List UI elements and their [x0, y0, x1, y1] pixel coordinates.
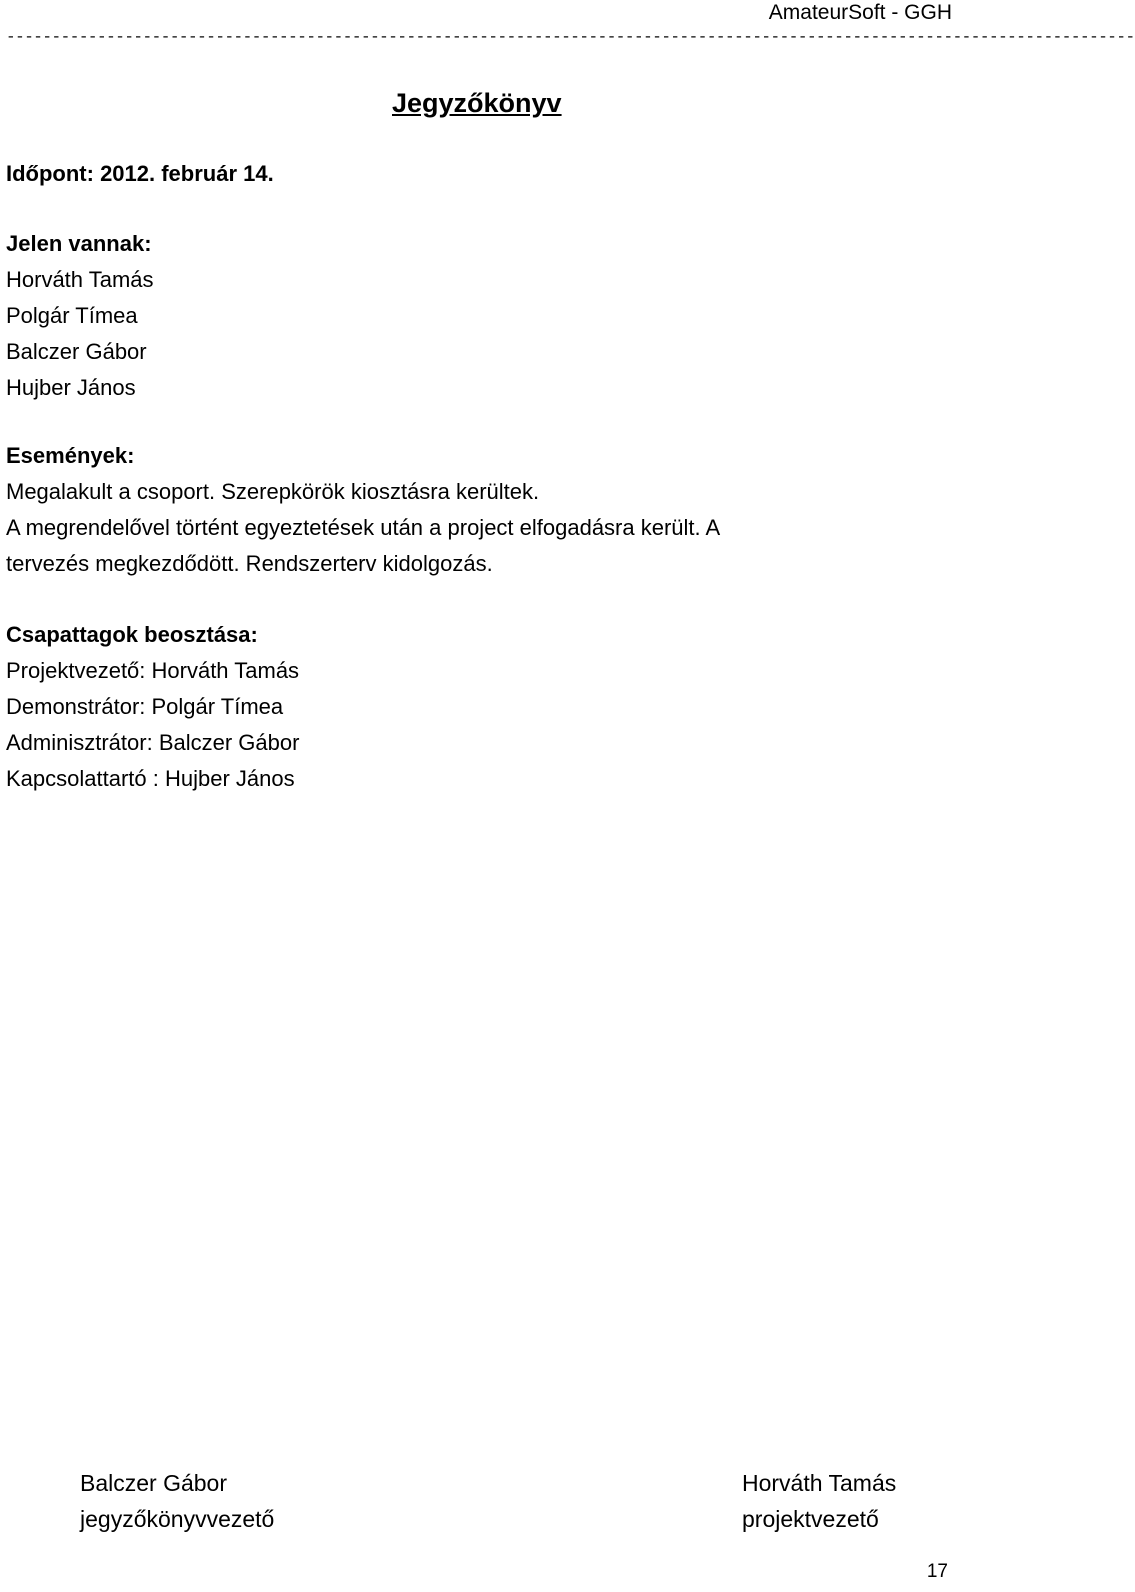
- role-line: Kapcsolattartó : Hujber János: [6, 766, 295, 791]
- attendees-heading: Jelen vannak:: [6, 231, 152, 256]
- events-line: tervezés megkezdődött. Rendszerterv kidolgozás.: [6, 551, 493, 576]
- attendees-section: [6, 226, 154, 406]
- signature-left: [80, 1465, 274, 1537]
- role-line: Projektvezető: Horváth Tamás: [6, 658, 300, 683]
- attendee-name: Hujber János: [6, 375, 136, 400]
- date-line: Időpont: 2012. február 14.: [6, 161, 274, 186]
- attendee-name: Polgár Tímea: [6, 303, 138, 328]
- attendee-name: Horváth Tamás: [6, 267, 154, 292]
- roles-section: [6, 617, 299, 797]
- header-divider: ----------------------------------------------------------------------------------------------------------------------------: [6, 28, 1135, 46]
- attendee-name: Balczer Gábor: [6, 339, 147, 364]
- events-section: [6, 438, 720, 582]
- events-heading: Események:: [6, 443, 135, 468]
- events-line: A megrendelővel történt egyeztetések után a project elfogadásra került. A: [6, 515, 721, 540]
- signature-left-role: jegyzőkönyvvezető: [80, 1506, 275, 1532]
- signature-right: [742, 1465, 896, 1537]
- roles-heading: Csapattagok beosztása:: [6, 622, 258, 647]
- events-line: Megalakult a csoport. Szerepkörök kiosztásra kerültek.: [6, 479, 540, 504]
- signature-left-name: Balczer Gábor: [80, 1470, 228, 1496]
- signature-right-role: projektvezető: [742, 1506, 879, 1532]
- document-title: Jegyzőkönyv: [392, 88, 562, 118]
- signature-right-name: Horváth Tamás: [742, 1470, 897, 1496]
- header-company: AmateurSoft - GGH: [768, 1, 952, 24]
- role-line: Adminisztrátor: Balczer Gábor: [6, 730, 300, 755]
- page-number: 17: [926, 1561, 948, 1582]
- role-line: Demonstrátor: Polgár Tímea: [6, 694, 284, 719]
